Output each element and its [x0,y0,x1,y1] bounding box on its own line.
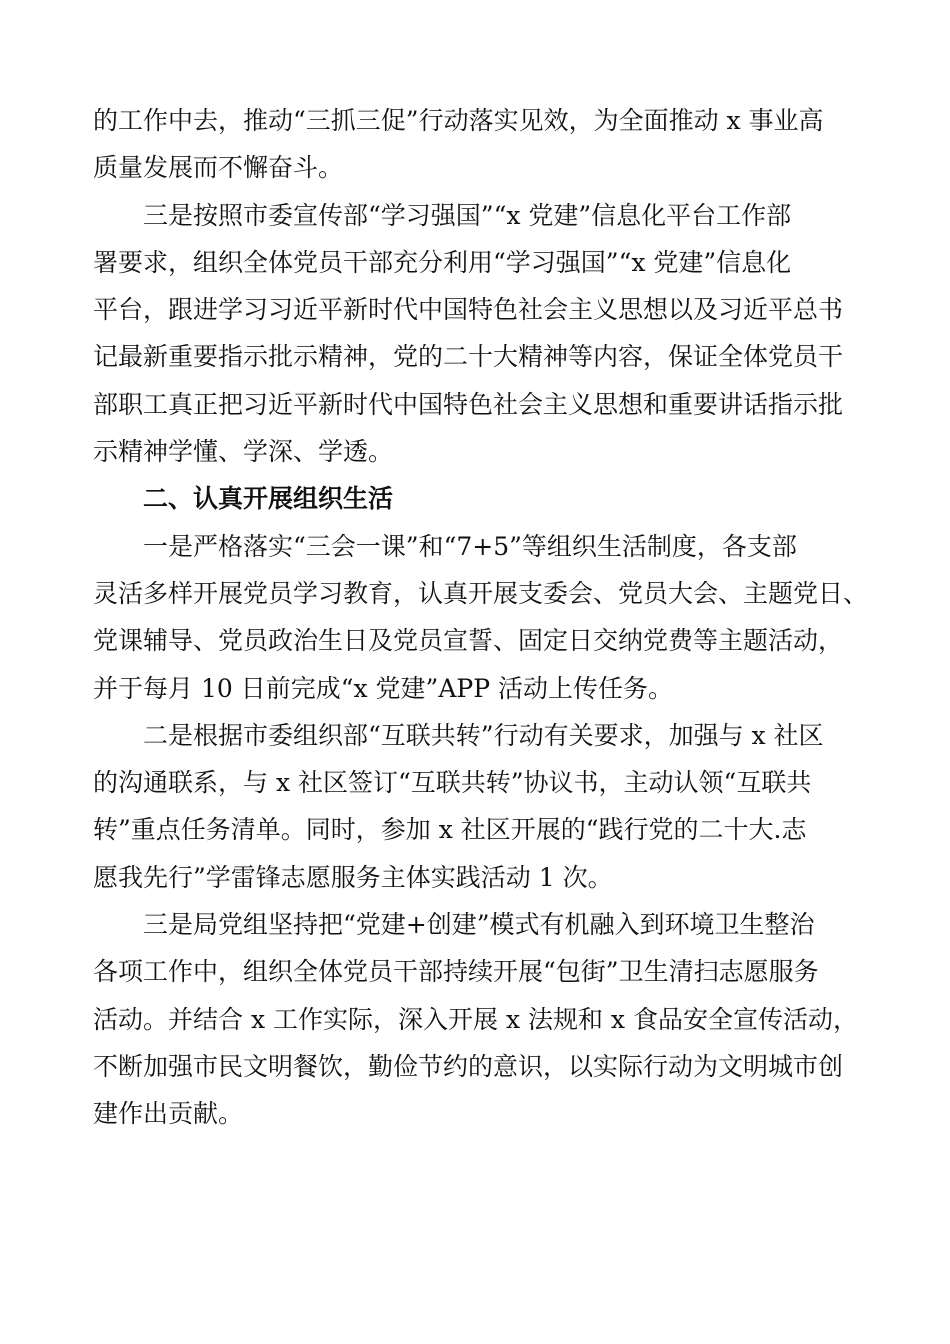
text-line: 建作出贡献。 [93,1099,244,1129]
text-line: 二是根据市委组织部“互联共转”行动有关要求，加强与 x 社区 [143,720,824,750]
text-line: 署要求，组织全体党员干部充分利用“学习强国”“x 党建”信息化 [93,247,792,277]
text-line: 记最新重要指示批示精神，党的二十大精神等内容，保证全体党员干 [93,342,844,372]
text-line: 并于每月 10 日前完成“x 党建”APP 活动上传任务。 [93,673,673,703]
text-line: 质量发展而不懈奋斗。 [93,153,344,183]
text-line: 平台，跟进学习习近平新时代中国特色社会主义思想以及习近平总书 [93,295,844,325]
community-paragraph [93,712,863,901]
text-line: 各项工作中，组织全体党员干部持续开展“包街”卫生清扫志愿服务 [93,957,819,987]
text-line: 不断加强市民文明餐饮，勤俭节约的意识，以实际行动为文明城市创 [93,1051,844,1081]
study-platform-paragraph [93,192,863,476]
sanitation-paragraph [93,901,863,1137]
text-line: 灵活多样开展党员学习教育，认真开展支委会、党员大会、主题党日、 [93,578,869,608]
section-heading: 二、认真开展组织生活 [143,484,394,514]
text-line: 党课辅导、党员政治生日及党员宣誓、固定日交纳党费等主题活动， [93,626,844,656]
intro-paragraph [93,97,863,192]
org-life-paragraph [93,523,869,712]
text-line: 三是按照市委宣传部“学习强国”“x 党建”信息化平台工作部 [143,200,792,230]
text-line: 活动。并结合 x 工作实际，深入开展 x 法规和 x 食品安全宣传活动， [93,1004,858,1034]
text-line: 部职工真正把习近平新时代中国特色社会主义思想和重要讲话指示批 [93,389,844,419]
document-body [93,97,869,1138]
text-line: 愿我先行”学雷锋志愿服务主体实践活动 1 次。 [93,862,613,892]
text-line: 三是局党组坚持把“党建+创建”模式有机融入到环境卫生整治 [143,910,815,940]
text-line: 转”重点任务清单。同时，参加 x 社区开展的“践行党的二十大.志 [93,815,807,845]
text-line: 示精神学懂、学深、学透。 [93,437,394,467]
text-line: 的工作中去，推动“三抓三促”行动落实见效，为全面推动 x 事业高 [93,106,824,135]
text-line: 的沟通联系，与 x 社区签订“互联共转”协议书，主动认领“互联共 [93,768,812,798]
text-line: 一是严格落实“三会一课”和“7+5”等组织生活制度，各支部 [143,531,797,561]
